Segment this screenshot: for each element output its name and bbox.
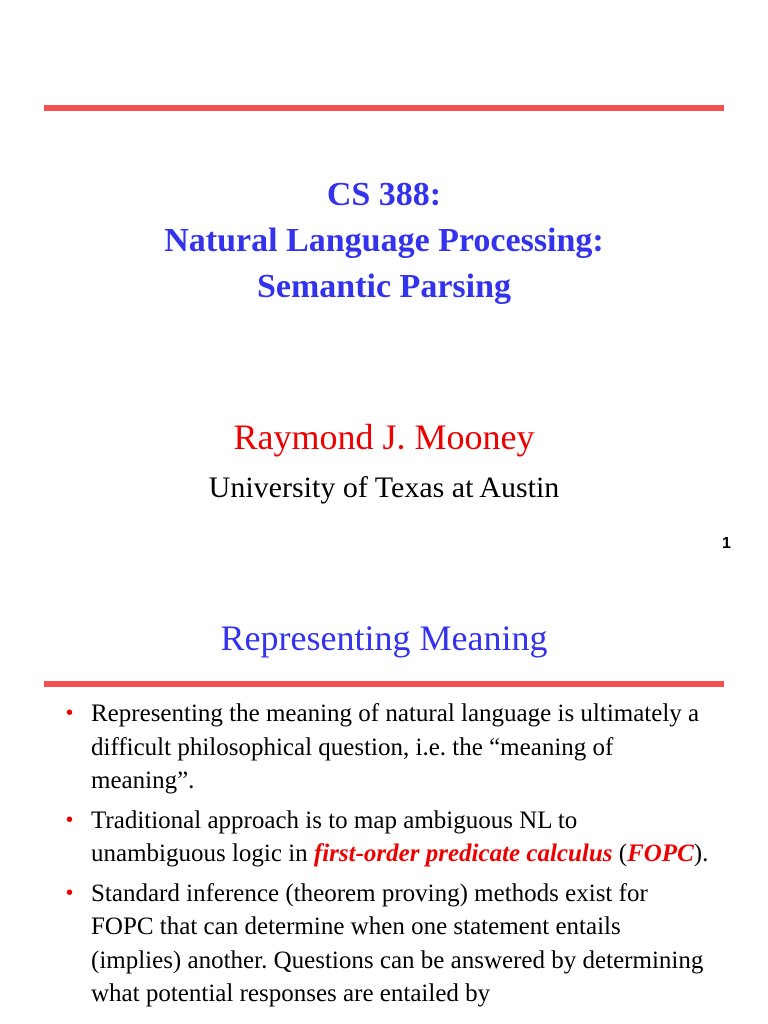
bullet-text: Standard inference (theorem proving) methods exist for FOPC that can determine when one statement entails (implies) another. Questions can be answered by determining what potential responses are entailed by [91,879,704,1007]
page-number: 1 [722,535,731,552]
section-divider-rule [44,681,724,687]
bullet-marker: • [66,881,74,904]
bullet-marker: • [66,808,74,831]
bullet-text: ( [612,840,628,867]
bullet-item [66,697,716,798]
slide2-heading: Representing Meaning [220,618,548,658]
affiliation: University of Texas at Austin [208,471,560,504]
top-divider-rule [44,105,724,111]
bullet-text: Traditional approach is to map ambiguous NL to unambiguous logic in [91,806,578,867]
bullet-list [66,697,716,1017]
author-name: Raymond J. Mooney [233,417,535,457]
emphasis-acronym: FOPC [627,840,694,867]
bullet-item [66,877,716,1011]
emphasis-term: first-order predicate calculus [313,840,613,867]
title-line-subject: Natural Language Processing: [164,222,604,259]
bullet-item [66,804,716,871]
bullet-text: Representing the meaning of natural language is ultimately a difficult philosophical question, i.e. the “meaning of meaning”. [91,700,700,794]
title-line-course: CS 388: [326,176,442,213]
bullet-text: ). [693,840,709,867]
slide-title [0,172,768,310]
bullet-marker: • [66,702,74,724]
title-line-topic: Semantic Parsing [256,268,512,305]
